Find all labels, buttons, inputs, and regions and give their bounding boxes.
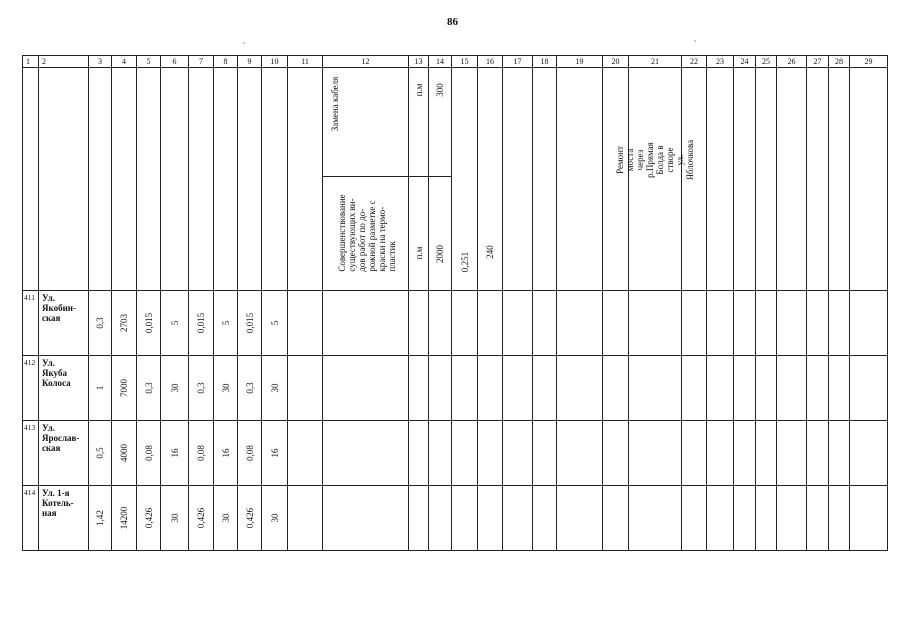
cell-value: 30 <box>161 356 189 421</box>
street-name: Ул. Ярослав- ская <box>39 421 89 486</box>
cell-value: 0,08 <box>238 421 262 486</box>
col-number: 9 <box>238 56 262 68</box>
col-number: 4 <box>112 56 137 68</box>
col-number: 25 <box>756 56 777 68</box>
col-number: 10 <box>262 56 288 68</box>
quantity-bottom: 2000 <box>435 245 445 263</box>
col-number: 28 <box>829 56 850 68</box>
cell-length: 0,3 <box>89 291 112 356</box>
cell-value: 5 <box>262 291 288 356</box>
cell-length: 0,5 <box>89 421 112 486</box>
street-name: Ул. Якуба Колоса <box>39 356 89 421</box>
cell-value: 0,015 <box>137 291 161 356</box>
table-row <box>23 291 888 356</box>
header-cell-14 <box>429 68 452 291</box>
cell-value: 0,3 <box>137 356 161 421</box>
col-number: 29 <box>850 56 888 68</box>
table-row <box>23 421 888 486</box>
cell-area: 7000 <box>112 356 137 421</box>
col-number: 11 <box>288 56 323 68</box>
col-number: 7 <box>189 56 214 68</box>
col-number: 22 <box>682 56 707 68</box>
cell-value: 30 <box>161 486 189 551</box>
col-number: 5 <box>137 56 161 68</box>
cell-value: 5 <box>161 291 189 356</box>
col-number: 12 <box>323 56 409 68</box>
header-divider <box>323 176 408 177</box>
scan-speck <box>694 40 696 42</box>
col-number: 8 <box>214 56 238 68</box>
cell-length: 1,42 <box>89 486 112 551</box>
cell-value: 0,015 <box>189 291 214 356</box>
data-table <box>22 55 888 551</box>
value-bottom: 240 <box>485 245 495 259</box>
cell-value: 30 <box>214 356 238 421</box>
cell-value: 30 <box>262 356 288 421</box>
unit-label-top: п.м <box>413 83 424 97</box>
cell-value: 0,08 <box>137 421 161 486</box>
row-number: 411 <box>23 291 39 356</box>
header-cell-12 <box>323 68 409 291</box>
header-cell-21 <box>615 68 695 291</box>
col-number: 24 <box>734 56 756 68</box>
col-number: 23 <box>707 56 734 68</box>
cell-value: 0,426 <box>238 486 262 551</box>
table-row <box>23 356 888 421</box>
cell-value: 0,3 <box>189 356 214 421</box>
cell-value: 0,3 <box>238 356 262 421</box>
cell-value: 5 <box>214 291 238 356</box>
header-divider <box>429 176 451 177</box>
header-cell-13 <box>409 68 429 291</box>
col-number: 13 <box>409 56 429 68</box>
header-cell-15 <box>452 68 478 291</box>
cell-value: 16 <box>161 421 189 486</box>
col-number: 19 <box>557 56 603 68</box>
work-title-cable: Замена кабеля <box>330 76 340 132</box>
col-number: 20 <box>603 56 629 68</box>
cell-length: 1 <box>89 356 112 421</box>
row-number: 414 <box>23 486 39 551</box>
cell-value: 16 <box>214 421 238 486</box>
cell-value: 0,426 <box>137 486 161 551</box>
table-row <box>23 486 888 551</box>
cell-value: 0,426 <box>189 486 214 551</box>
cell-value: 30 <box>214 486 238 551</box>
cell-area: 2703 <box>112 291 137 356</box>
quantity-top: 300 <box>435 83 445 97</box>
cell-value: 0,08 <box>189 421 214 486</box>
col-number: 6 <box>161 56 189 68</box>
cell-value: 0,015 <box>238 291 262 356</box>
cell-area: 14200 <box>112 486 137 551</box>
col-number: 27 <box>807 56 829 68</box>
row-number: 413 <box>23 421 39 486</box>
col-number: 15 <box>452 56 478 68</box>
cell-value: 30 <box>262 486 288 551</box>
col-number: 1 <box>23 56 39 68</box>
scan-speck <box>243 42 245 44</box>
row-number: 412 <box>23 356 39 421</box>
col-number: 17 <box>503 56 533 68</box>
street-name: Ул. 1-я Котель- ная <box>39 486 89 551</box>
unit-label-bottom: п.м <box>413 246 424 260</box>
header-divider <box>409 176 428 177</box>
work-title-marking: Совершенствование существующих ви- дов работ по до- рожной разметке с краски на термо- пластик <box>337 194 397 272</box>
cost-bottom: 0,251 <box>459 251 470 273</box>
street-name: Ул. Якобин- ская <box>39 291 89 356</box>
header-row <box>23 68 888 291</box>
col-number: 14 <box>429 56 452 68</box>
cell-value: 16 <box>262 421 288 486</box>
col-number: 21 <box>629 56 682 68</box>
col-number: 16 <box>478 56 503 68</box>
col-number: 2 <box>39 56 89 68</box>
col-number: 18 <box>533 56 557 68</box>
column-number-row <box>23 56 888 68</box>
header-cell-16 <box>478 68 503 291</box>
bridge-repair-title: Ремонт моста через р.Прямая Болда в створе ул. Яблочкова <box>615 139 695 181</box>
page-number: 86 <box>447 16 458 28</box>
cell-area: 4000 <box>112 421 137 486</box>
col-number: 3 <box>89 56 112 68</box>
col-number: 26 <box>777 56 807 68</box>
